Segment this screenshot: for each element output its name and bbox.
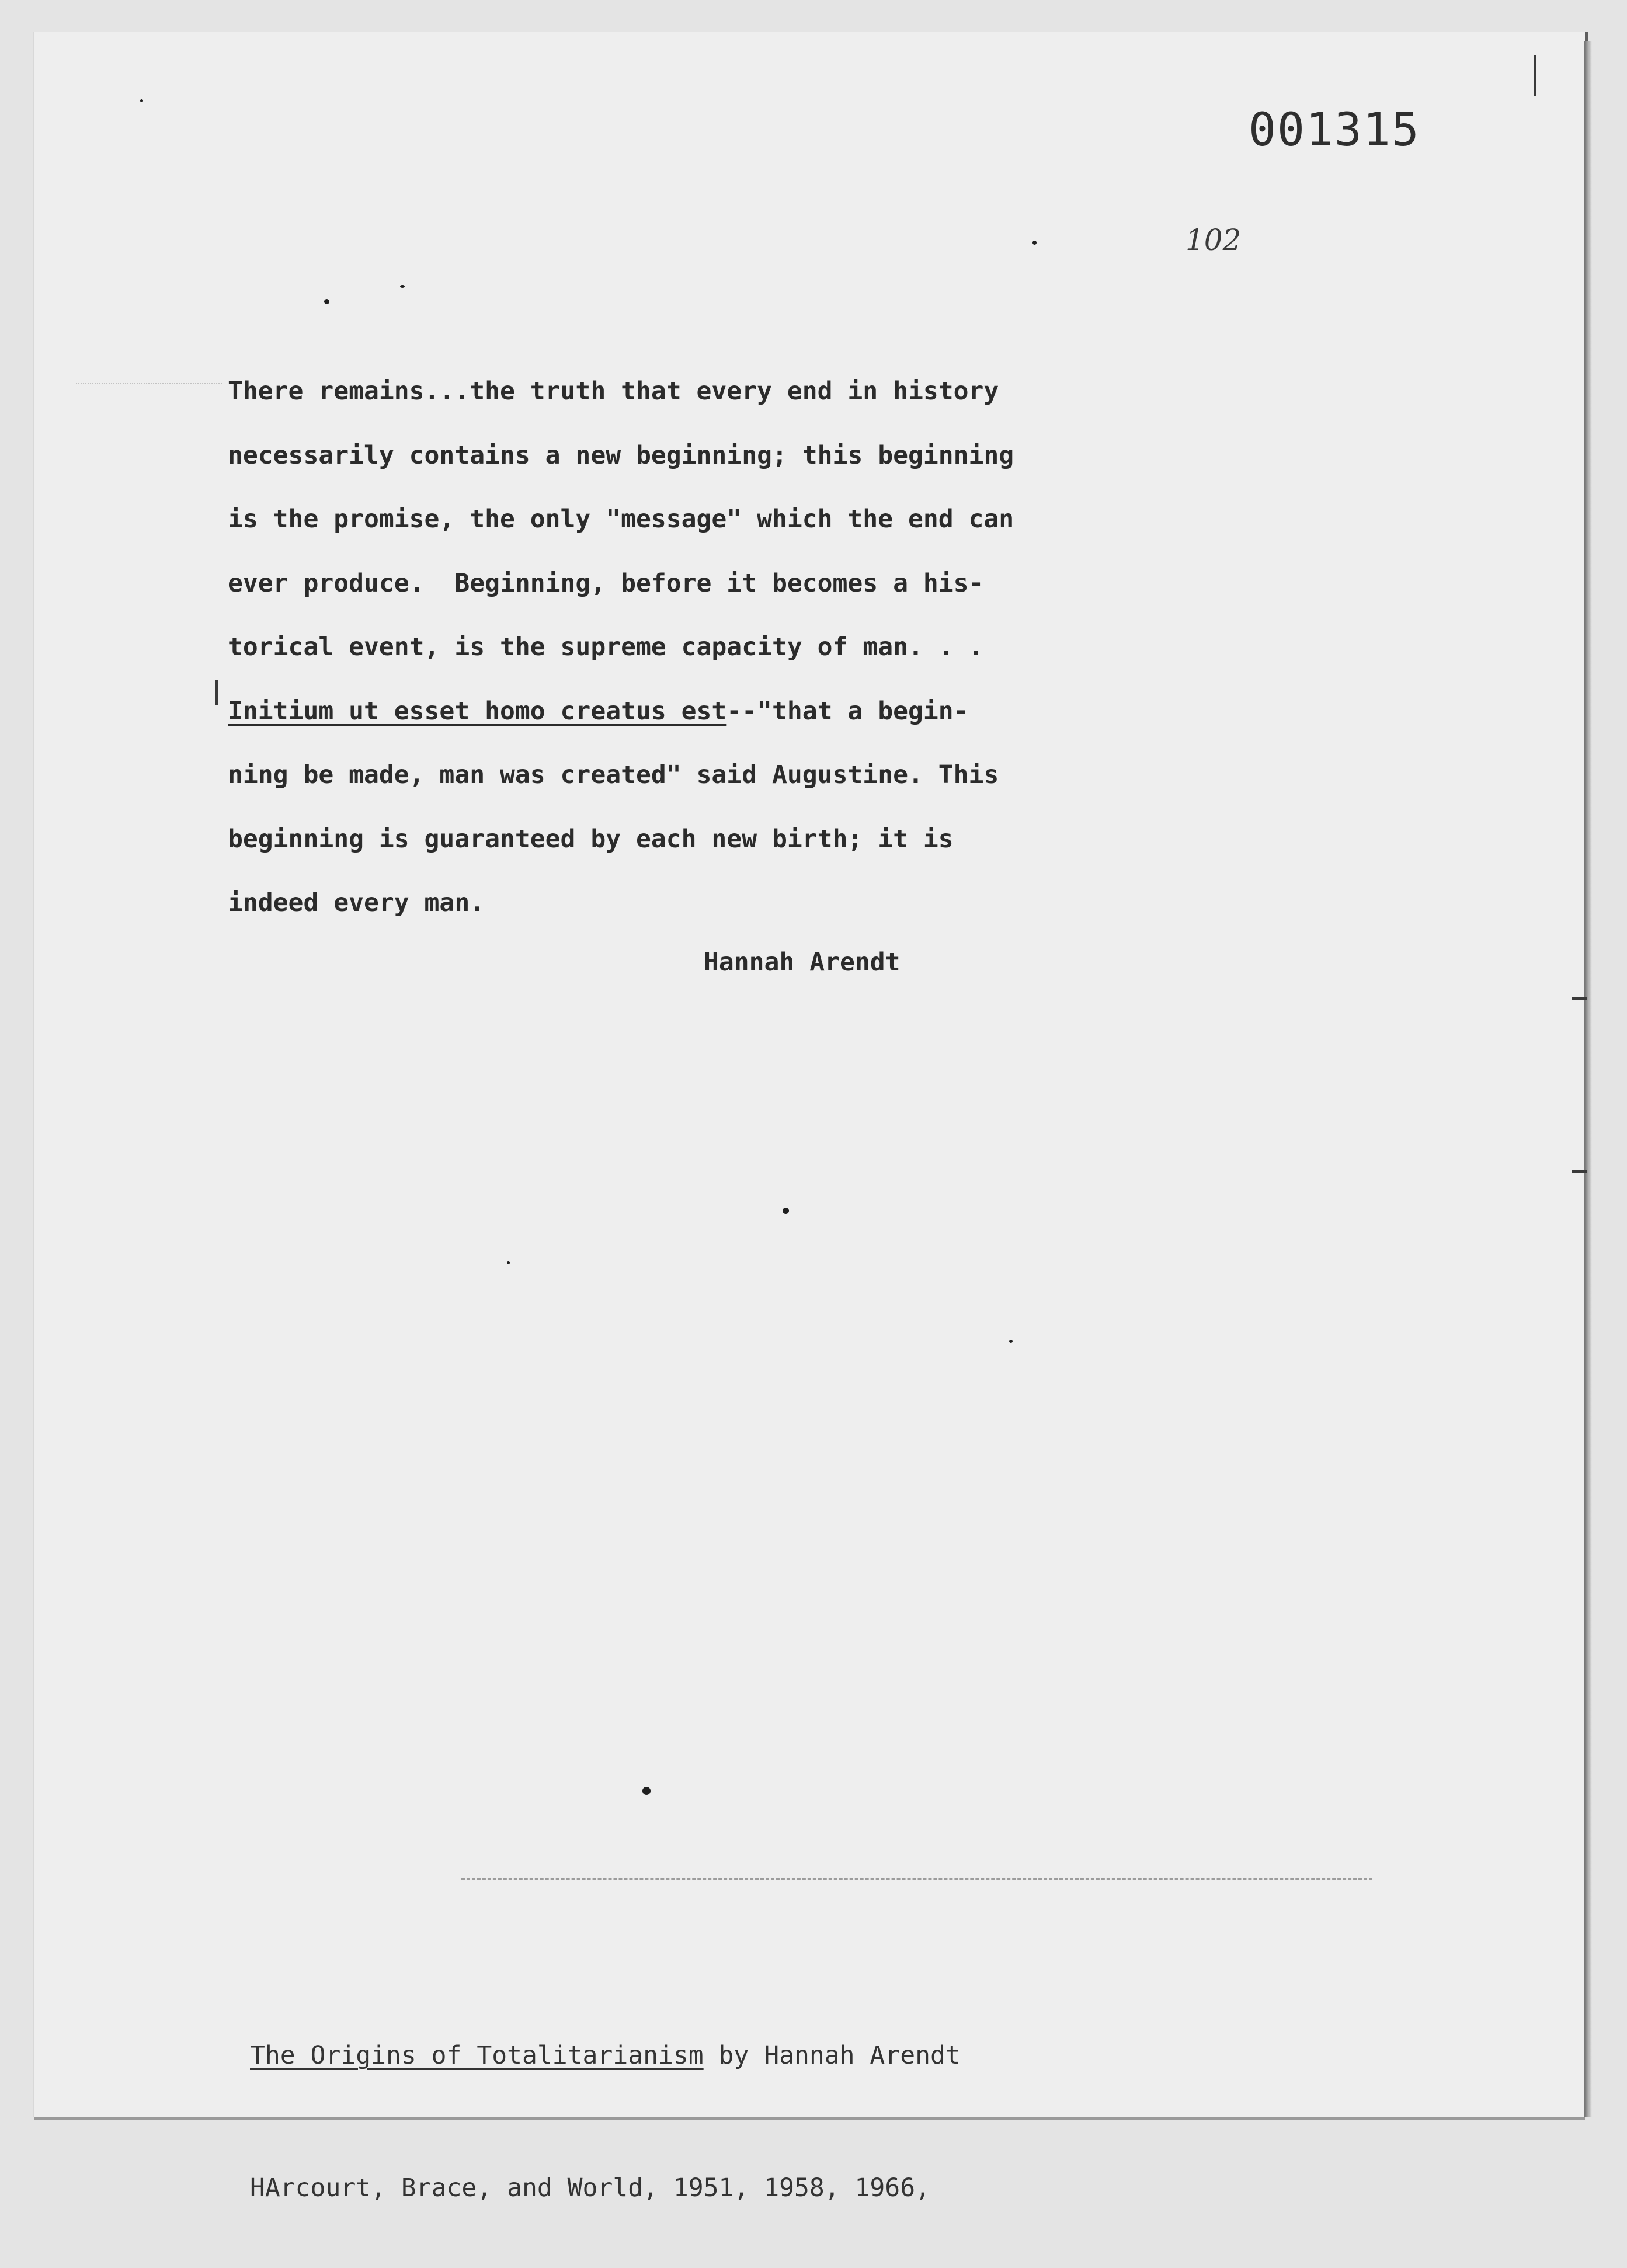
scan-speck: [140, 99, 143, 102]
document-page: [34, 32, 1585, 2117]
scan-speck: [324, 299, 329, 304]
footnote-separator-rule: [461, 1878, 1372, 1880]
scan-speck: [400, 285, 405, 288]
book-byline: by Hannah Arendt: [703, 2041, 961, 2070]
citation-title-line: [250, 2038, 961, 2100]
quote-line: torical event, is the supreme capacity of man. . .: [228, 632, 984, 662]
scan-speck: [507, 1261, 510, 1264]
quotation-block: [228, 374, 1057, 949]
scan-speck: [783, 1208, 789, 1214]
quote-line: ever produce. Beginning, before it becomes a his-: [228, 568, 984, 598]
edge-tick: [1572, 1170, 1587, 1173]
quote-line: ning be made, man was created" said Augustine. This: [228, 760, 999, 789]
citation-publisher-line: HArcourt, Brace, and World, 1951, 1958, 1966,: [250, 2173, 930, 2203]
margin-mark: [215, 680, 218, 705]
handwritten-page-number: 102: [1186, 223, 1242, 257]
quote-line: There remains...the truth that every end in history: [228, 377, 999, 406]
document-number-stamp: 001315: [1249, 104, 1420, 156]
scan-speck: [642, 1787, 651, 1795]
citation-block: [250, 1968, 961, 2268]
faint-rule-left: [76, 383, 222, 384]
page-edge-shadow: [1584, 41, 1592, 2117]
edge-tick: [1572, 997, 1587, 1000]
latin-translation-start: --"that a begin-: [726, 696, 969, 726]
scan-speck: [1032, 241, 1037, 245]
latin-phrase: Initium ut esset homo creatus est: [228, 696, 727, 726]
quote-line-latin: [228, 694, 1057, 758]
margin-mark: [1534, 55, 1536, 96]
quote-line: necessarily contains a new beginning; this beginning: [228, 440, 1014, 470]
book-title: The Origins of Totalitarianism: [250, 2041, 704, 2070]
quote-line: indeed every man.: [228, 888, 485, 917]
quote-attribution: Hannah Arendt: [704, 948, 901, 977]
quote-line: is the promise, the only "message" which the end can: [228, 505, 1014, 534]
scan-speck: [1009, 1340, 1013, 1343]
quote-line: beginning is guaranteed by each new birth; it is: [228, 824, 954, 854]
